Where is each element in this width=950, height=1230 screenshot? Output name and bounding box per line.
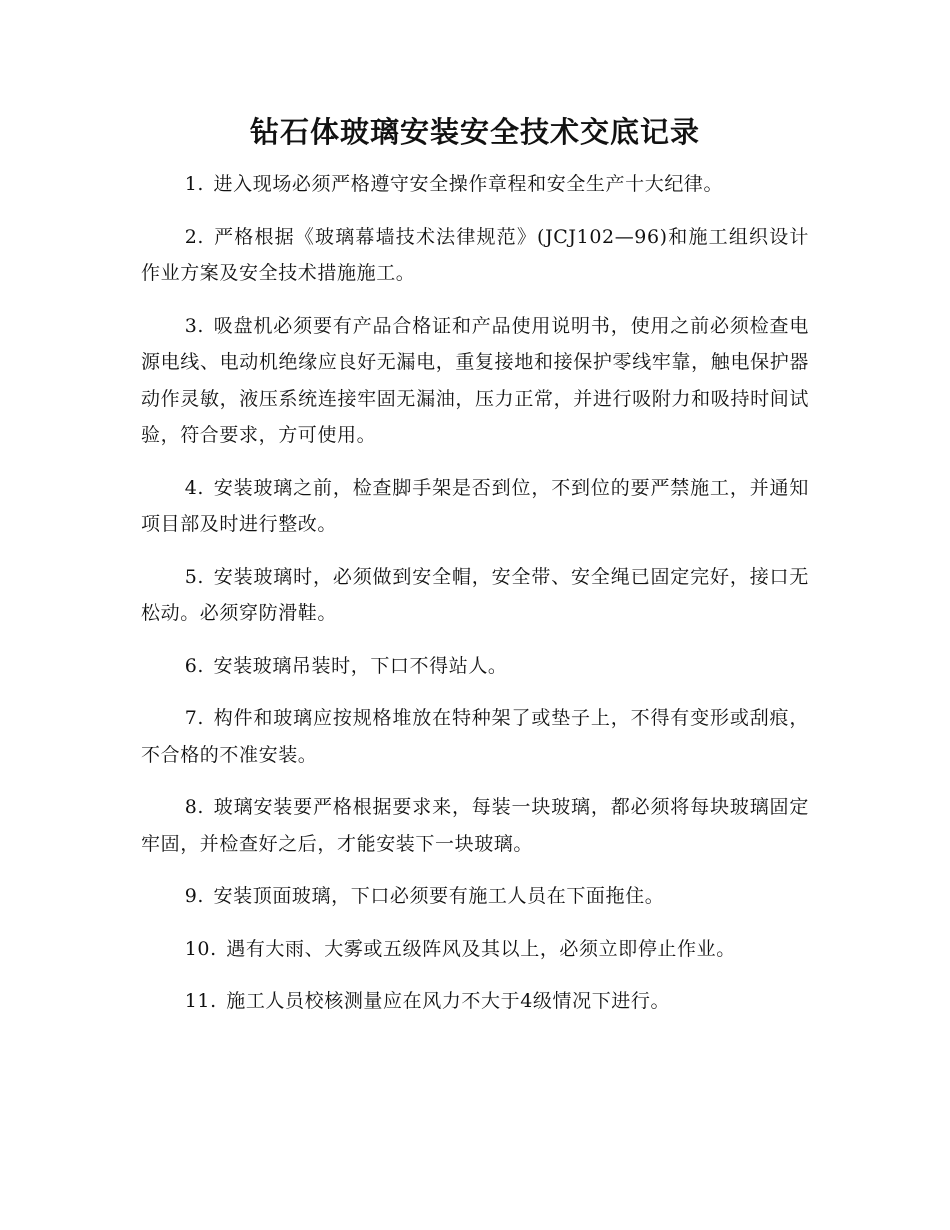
item-text: 严格根据《玻璃幕墙技术法律规范》(JCJ102—96)和施工组织设计作业方案及安全技术措施施工。 xyxy=(141,225,809,284)
item-text: 玻璃安装要严格根据要求来，每装一块玻璃，都必须将每块玻璃固定牢固，并检查好之后，才能安装下一块玻璃。 xyxy=(141,796,809,855)
item-text: 安装玻璃吊装时，下口不得站人。 xyxy=(213,654,508,677)
item-number: 10. xyxy=(184,937,217,960)
list-item xyxy=(141,878,809,915)
list-item xyxy=(141,648,809,685)
list-item xyxy=(141,470,809,543)
list-item xyxy=(141,789,809,862)
item-number: 5. xyxy=(184,565,205,588)
item-number: 7. xyxy=(184,707,205,729)
list-item xyxy=(141,308,809,454)
list-item xyxy=(141,219,809,292)
list-item xyxy=(141,700,809,773)
item-number: 1. xyxy=(184,173,205,195)
item-number: 8. xyxy=(184,796,205,818)
item-number: 2. xyxy=(184,225,205,248)
item-text: 吸盘机必须要有产品合格证和产品使用说明书，使用之前必须检查电源电线、电动机绝缘应良好无漏电，重复接地和接保护零线牢靠，触电保护器动作灵敏，液压系统连接牢固无漏油，压力正常，并进行吸附力和吸持时间试验，符合要求，方可使用。 xyxy=(141,314,809,446)
list-item xyxy=(141,166,809,203)
item-text: 进入现场必须严格遵守安全操作章程和安全生产十大纪律。 xyxy=(213,173,724,195)
item-text: 施工人员校核测量应在风力不大于4级情况下进行。 xyxy=(226,990,671,1012)
item-number: 4. xyxy=(184,476,205,499)
item-number: 6. xyxy=(184,654,205,677)
item-text: 遇有大雨、大雾或五级阵风及其以上，必须立即停止作业。 xyxy=(226,937,736,960)
list-item xyxy=(141,931,809,968)
item-text: 安装顶面玻璃，下口必须要有施工人员在下面拖住。 xyxy=(213,885,665,907)
item-text: 安装玻璃时，必须做到安全帽，安全带、安全绳已固定完好，接口无松动。必须穿防滑鞋。 xyxy=(141,565,809,624)
list-item xyxy=(141,983,809,1020)
item-text: 构件和玻璃应按规格堆放在特种架了或垫子上，不得有变形或刮痕，不合格的不准安装。 xyxy=(141,707,809,766)
item-number: 11. xyxy=(184,990,217,1012)
item-text: 安装玻璃之前，检查脚手架是否到位，不到位的要严禁施工，并通知项目部及时进行整改。 xyxy=(141,476,809,535)
document-title: 钻石体玻璃安装安全技术交底记录 xyxy=(249,115,700,149)
item-number: 9. xyxy=(184,885,205,907)
list-item xyxy=(141,559,809,632)
document-body xyxy=(141,166,809,1036)
item-number: 3. xyxy=(184,314,205,337)
